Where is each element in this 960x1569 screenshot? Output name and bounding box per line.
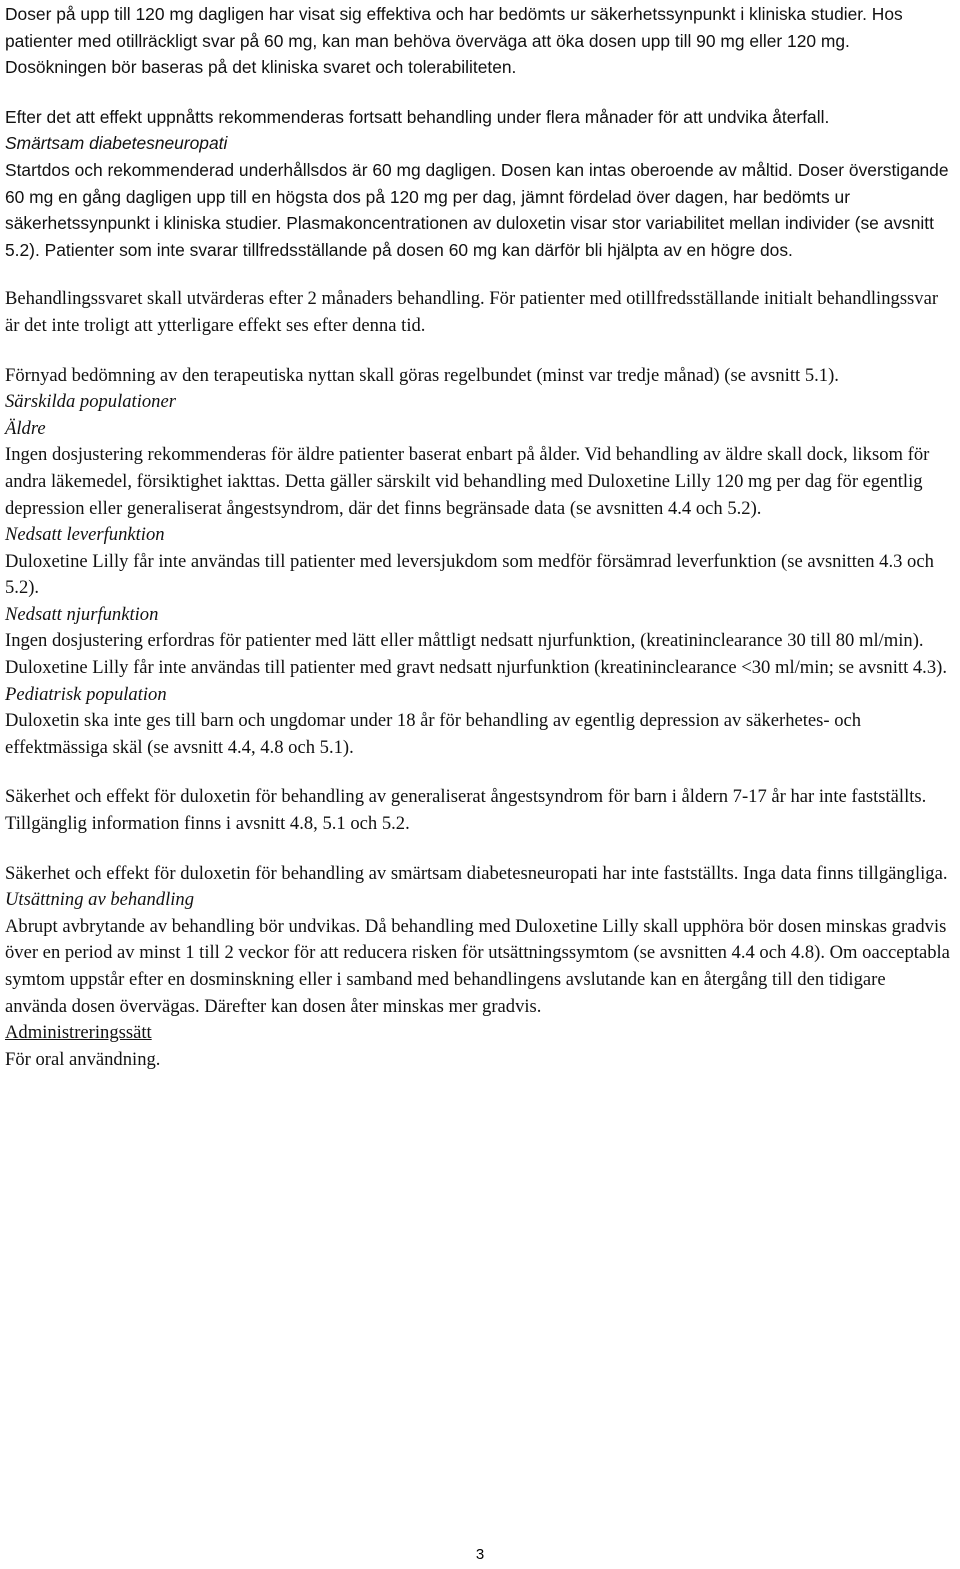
neuropathy-heading: Smärtsam diabetesneuropati (5, 133, 228, 154)
reassessment-paragraph: Förnyad bedömning av den terapeutiska nyttan skall göras regelbundet (minst var tredje månad) (se avsnitt 5.1). (5, 364, 839, 386)
pediatric-paragraph-3: Säkerhet och effekt för duloxetin för behandling av smärtsam diabetesneuropati har inte fastställts. Inga data finns tillgängliga. (5, 862, 948, 884)
pediatric-paragraph-2: Säkerhet och effekt för duloxetin för behandling av generaliserat ångestsyndrom för barn i åldern 7-17 år har inte fastställts. Tillgänglig information finns i avsnitt 4.8, 5.1 och 5.2. (5, 786, 927, 835)
renal-heading: Nedsatt njurfunktion (5, 603, 159, 625)
response-paragraph: Behandlingssvaret skall utvärderas efter 2 månaders behandling. För patienter med otillfredsställande initialt behandlingssvar är det inte troligt att ytterligare effekt ses efter denna tid. (5, 288, 939, 336)
pediatric-heading: Pediatrisk population (5, 683, 167, 705)
page-number: 3 (475, 1546, 485, 1563)
hepatic-heading: Nedsatt leverfunktion (5, 524, 165, 546)
pediatric-paragraph-1: Duloxetin ska inte ges till barn och ungdomar under 18 år för behandling av egentlig depression av säkerhetes- och effektmässiga skäl (se avsnitt 4.4, 4.8 och 5.1). (5, 710, 862, 758)
intro-paragraph: Doser på upp till 120 mg dagligen har visat sig effektiva och har bedömts ur säkerhetssynpunkt i kliniska studier. Hos patienter med otillräckligt svar på 60 mg, kan man behöva överväga att öka dosen upp till 90 mg eller 120 mg. Dosökningen bör baseras på det kliniska svaret och tolerabiliteten. (5, 4, 903, 78)
discontinuation-paragraph: Abrupt avbrytande av behandling bör undvikas. Då behandling med Duloxetine Lilly skall upphöra bör dosen minskas gradvis över en period av minst 1 till 2 veckor för att reducera risken för utsättningssymtom (se avsnitten 4.4 och 4.8). Om oacceptabla symtom uppstår efter en dosminskning eller i samband med behandlingens avslutande kan en återgång till den tidigare använda dosen övervägas. Därefter kan dosen åter minskas mer gradvis. (5, 915, 950, 1017)
hepatic-paragraph: Duloxetine Lilly får inte användas till patienter med leversjukdom som medför försämrad leverfunktion (se avsnitten 4.3 och 5.2). (5, 550, 934, 599)
administration-paragraph: För oral användning. (5, 1048, 161, 1070)
discontinuation-heading: Utsättning av behandling (5, 889, 195, 911)
elderly-heading: Äldre (5, 417, 46, 439)
administration-heading: Administreringssätt (5, 1022, 152, 1044)
special-populations-heading: Särskilda populationer (5, 391, 176, 413)
continuation-paragraph: Efter det att effekt uppnåtts rekommenderas fortsatt behandling under flera månader för att undvika återfall. (5, 106, 830, 127)
elderly-paragraph: Ingen dosjustering rekommenderas för äldre patienter baserat enbart på ålder. Vid behandling av äldre skall dock, liksom för andra läkemedel, försiktighet iakttas. Detta gäller särskilt vid behandling med Duloxetine Lilly 120 mg per dag för egentlig depression eller generaliserat ångestsyndrom, där det finns begränsade data (se avsnitten 4.4 och 5.2). (5, 444, 930, 519)
renal-paragraph: Ingen dosjustering erfordras för patienter med lätt eller måttligt nedsatt njurfunktion, (kreatininclearance 30 till 80 ml/min). Duloxetine Lilly får inte användas till patienter med gravt nedsatt njurfunktion (kreatininclearance <30 ml/min; se avsnitt 4.3). (5, 630, 947, 679)
neuropathy-paragraph: Startdos och rekommenderad underhållsdos är 60 mg dagligen. Dosen kan intas oberoende av måltid. Doser överstigande 60 mg en gång dagligen upp till en högsta dos på 120 mg per dag, jämnt fördelad över dagen, har bedömts ur säkerhetssynpunkt i kliniska studier. Plasmakoncentrationen av duloxetin visar stor variabilitet mellan individer (se avsnitt 5.2). Patienter som inte svarar tillfredsställande på dosen 60 mg kan därför bli hjälpta av en högre dos. (5, 159, 949, 260)
